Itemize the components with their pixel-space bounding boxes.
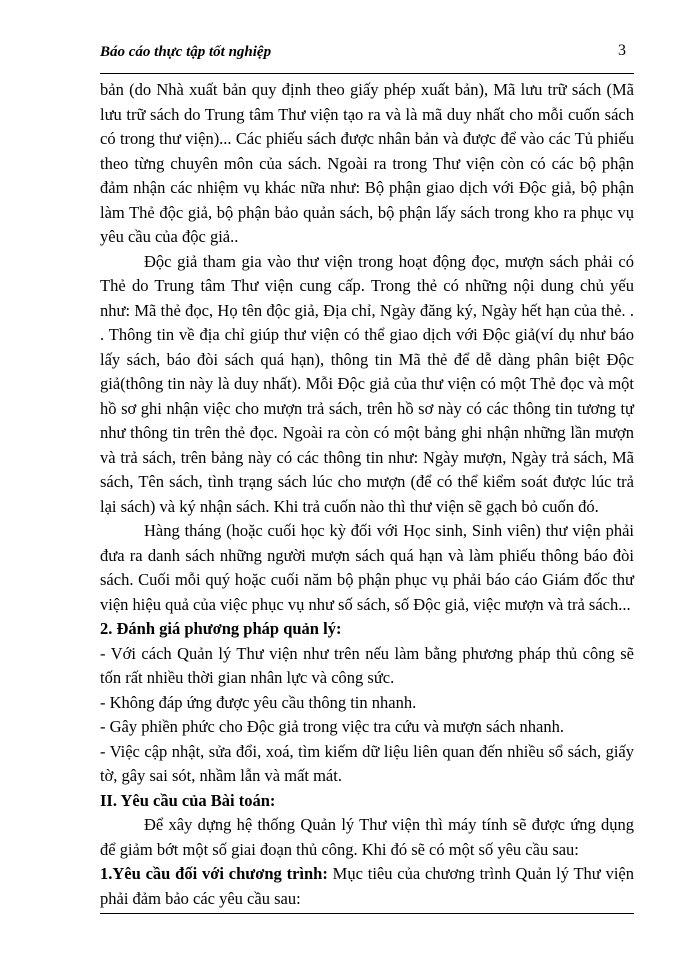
footer-rule xyxy=(100,913,634,914)
list-item: - Với cách Quản lý Thư viện như trên nếu làm bằng phương pháp thủ công sẽ tốn rất nhiều thời gian nhân lực và công sức. xyxy=(100,643,634,687)
paragraph-1: bản (do Nhà xuất bản quy định theo giấy phép xuất bản), Mã lưu trữ sách (Mã lưu trữ sách do Trung tâm Thư viện tạo ra và là mã duy nhất cho mỗi cuốn sách có trong thư viện)... Các phiếu sách được nhân bản và được để vào các Tủ phiếu theo từng chuyên môn của sách. Ngoài ra trong Thư viện còn có các bộ phận đảm nhận các nhiệm vụ khác nữa như: Bộ phận giao dịch với Độc giả, bộ phận làm Thẻ độc giả, bộ phận bảo quản sách, bộ phận lấy sách trong kho ra phục vụ yêu cầu của độc giả.. xyxy=(100,80,634,246)
list-item: - Gây phiền phức cho Độc giả trong việc tra cứu và mượn sách nhanh. xyxy=(100,717,564,736)
paragraph-3: Hàng tháng (hoặc cuối học kỳ đối với Học sinh, Sinh viên) thư viện phải đưa ra danh sách những người mượn sách quá hạn và làm phiếu thông báo đòi sách. Cuối mỗi quý hoặc cuối năm bộ phận phục vụ phải báo cáo Giám đốc thư viện hiệu quả của việc phục vụ như số sách, số Độc giả, việc mượn và trả sách... xyxy=(100,521,634,614)
section-II-heading: II. Yêu cầu của Bài toán: xyxy=(100,790,276,810)
document-body xyxy=(100,78,634,911)
header-title: Báo cáo thực tập tốt nghiệp xyxy=(100,44,272,60)
requirements-text: Mục tiêu của chương trình Quản lý Thư viện phải đảm bảo các yêu cầu sau: xyxy=(100,864,634,908)
requirements-paragraph xyxy=(100,862,634,911)
list-item: - Việc cập nhật, sửa đổi, xoá, tìm kiếm dữ liệu liên quan đến nhiều sổ sách, giấy tờ, gây sai sót, nhầm lẫn và mất mát. xyxy=(100,741,634,785)
page-header xyxy=(100,40,630,70)
list-item: - Không đáp ứng được yêu cầu thông tin nhanh. xyxy=(100,692,417,712)
requirements-subheading: 1.Yêu cầu đối với chương trình: xyxy=(100,864,328,883)
paragraph-2: Độc giả tham gia vào thư viện trong hoạt động đọc, mượn sách phải có Thẻ do Trung tâm Thư viện cung cấp. Trong thẻ có những nội dung chủ yếu như: Mã thẻ đọc, Họ tên độc giả, Địa chỉ, Ngày đăng ký, Ngày hết hạn của thẻ. . . Thông tin về địa chỉ giúp thư viện có thể giao dịch với Độc giả(ví dụ như báo lấy sách, báo đòi sách quá hạn), thông tin Mã thẻ để dễ dàng phân biệt Độc giả(thông tin này là duy nhất). Mỗi Độc giả của thư viện có một Thẻ đọc và một hồ sơ ghi nhận việc cho mượn trả sách, trên hồ sơ này có các thông tin tương tự như thông tin trên thẻ đọc. Ngoài ra còn có một bảng ghi nhận những lần mượn và trả sách, trên bảng này có các thông tin như: Ngày mượn, Ngày trả sách, Mã sách, Tên sách, tình trạng sách lúc cho mượn (để có thể kiểm soát được lúc trả lại sách) và ký nhận sách. Khi trả cuốn nào thì thư viện sẽ gạch bỏ cuốn đó. xyxy=(100,251,634,516)
section-2-heading: 2. Đánh giá phương pháp quản lý: xyxy=(100,619,342,638)
header-rule xyxy=(100,73,634,74)
section-II-intro: Để xây dựng hệ thống Quản lý Thư viện thì máy tính sẽ được ứng dụng để giảm bớt một số giai đoạn thủ công. Khi đó sẽ có một số yêu cầu sau: xyxy=(100,815,634,859)
page-number: 3 xyxy=(618,42,626,59)
